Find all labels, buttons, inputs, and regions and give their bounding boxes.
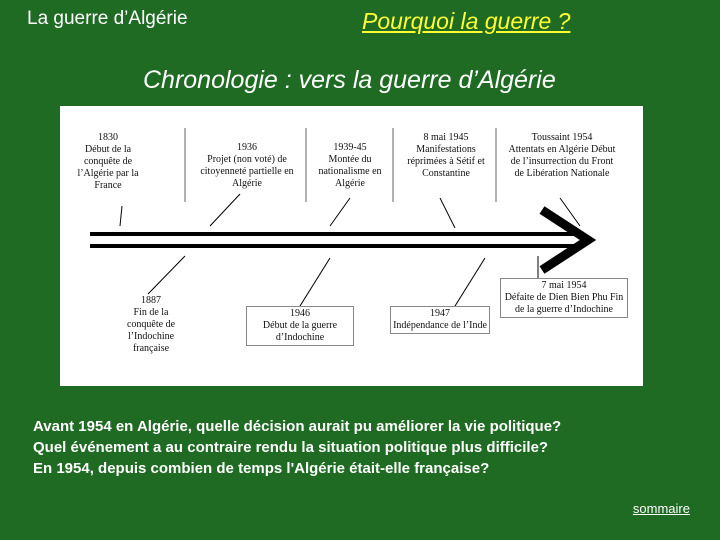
event-7-mai-1954: 7 mai 1954 Défaite de Dien Bien Phu Fin de la guerre d’Indochine <box>500 278 628 318</box>
question-2: Quel événement a au contraire rendu la situation politique plus difficile? <box>33 439 549 456</box>
slide-subtitle: Chronologie : vers la guerre d’Algérie <box>143 66 556 94</box>
questions <box>33 416 561 479</box>
question-1: Avant 1954 en Algérie, quelle décision aurait pu améliorer la vie politique? <box>33 418 562 435</box>
event-1946: 1946 Début de la guerre d’Indochine <box>246 306 354 346</box>
slide-title: Pourquoi la guerre ? <box>362 8 571 34</box>
header-left-title: La guerre d’Algérie <box>27 8 188 29</box>
event-1939-45: 1939-45 Montée du nationalisme en Algérie <box>318 142 382 189</box>
event-toussaint-1954: Toussaint 1954 Attentats en Algérie Début de l’insurrection du Front de Libération Nationale <box>508 132 616 179</box>
event-8-mai-1945: 8 mai 1945 Manifestations réprimées à Sétif et Constantine <box>407 132 485 179</box>
event-1830: 1830 Début de la conquête de l’Algérie par la France <box>77 132 139 191</box>
event-1887: 1887 Fin de la conquête de l’Indochine française <box>126 295 176 354</box>
event-1947: 1947 Indépendance de l’Inde <box>390 306 490 334</box>
timeline-image <box>60 106 643 386</box>
event-1936: 1936 Projet (non voté) de citoyenneté partielle en Algérie <box>200 142 294 189</box>
question-3: En 1954, depuis combien de temps l'Algérie était-elle française? <box>33 460 490 477</box>
sommaire-link[interactable]: sommaire <box>632 501 690 516</box>
